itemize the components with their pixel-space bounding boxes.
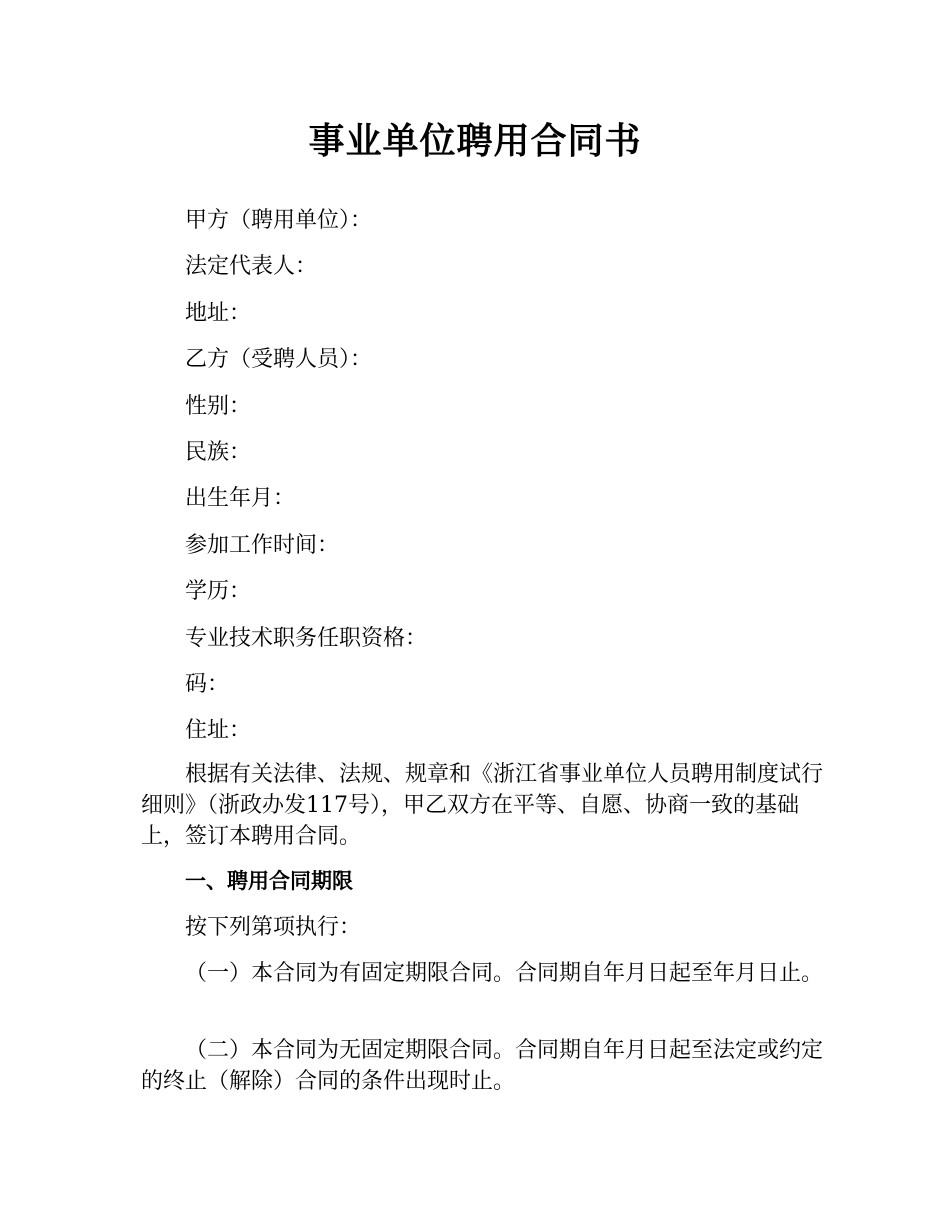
field-party-b: 乙方（受聘人员）： [185, 347, 373, 373]
clause-open-term: （二）本合同为无固定期限合同。合同期自年月日起至法定或约定的终止（解除）合同的条件出现时止。 [141, 1038, 824, 1094]
section-heading-contract-term: 一、聘用合同期限 [185, 869, 353, 893]
intro-paragraph: 根据有关法律、法规、规章和《浙江省事业单位人员聘用制度试行细则》（浙政办发117号），甲乙双方在平等、自愿、协商一致的基础上，签订本聘用合同。 [141, 762, 824, 849]
field-work-start-date: 参加工作时间： [185, 532, 340, 558]
section-lead-text: 按下列第项执行： [185, 915, 362, 940]
document-title: 事业单位聘用合同书 [308, 121, 642, 162]
field-code: 码： [185, 671, 230, 697]
clause-fixed-term: （一）本合同为有固定期限合同。合同期自年月日起至年月日止。 [185, 961, 824, 986]
field-legal-representative: 法定代表人： [185, 254, 318, 280]
field-address-a: 地址： [185, 300, 252, 326]
party-info-list [185, 198, 427, 755]
field-party-a: 甲方（聘用单位）： [185, 208, 373, 233]
field-ethnicity: 民族： [185, 439, 252, 465]
field-residence-address: 住址： [185, 718, 252, 744]
field-professional-qualification: 专业技术职务任职资格： [185, 625, 428, 651]
field-gender: 性别： [185, 393, 252, 419]
field-birth-date: 出生年月： [185, 486, 296, 512]
field-education: 学历： [185, 579, 252, 605]
